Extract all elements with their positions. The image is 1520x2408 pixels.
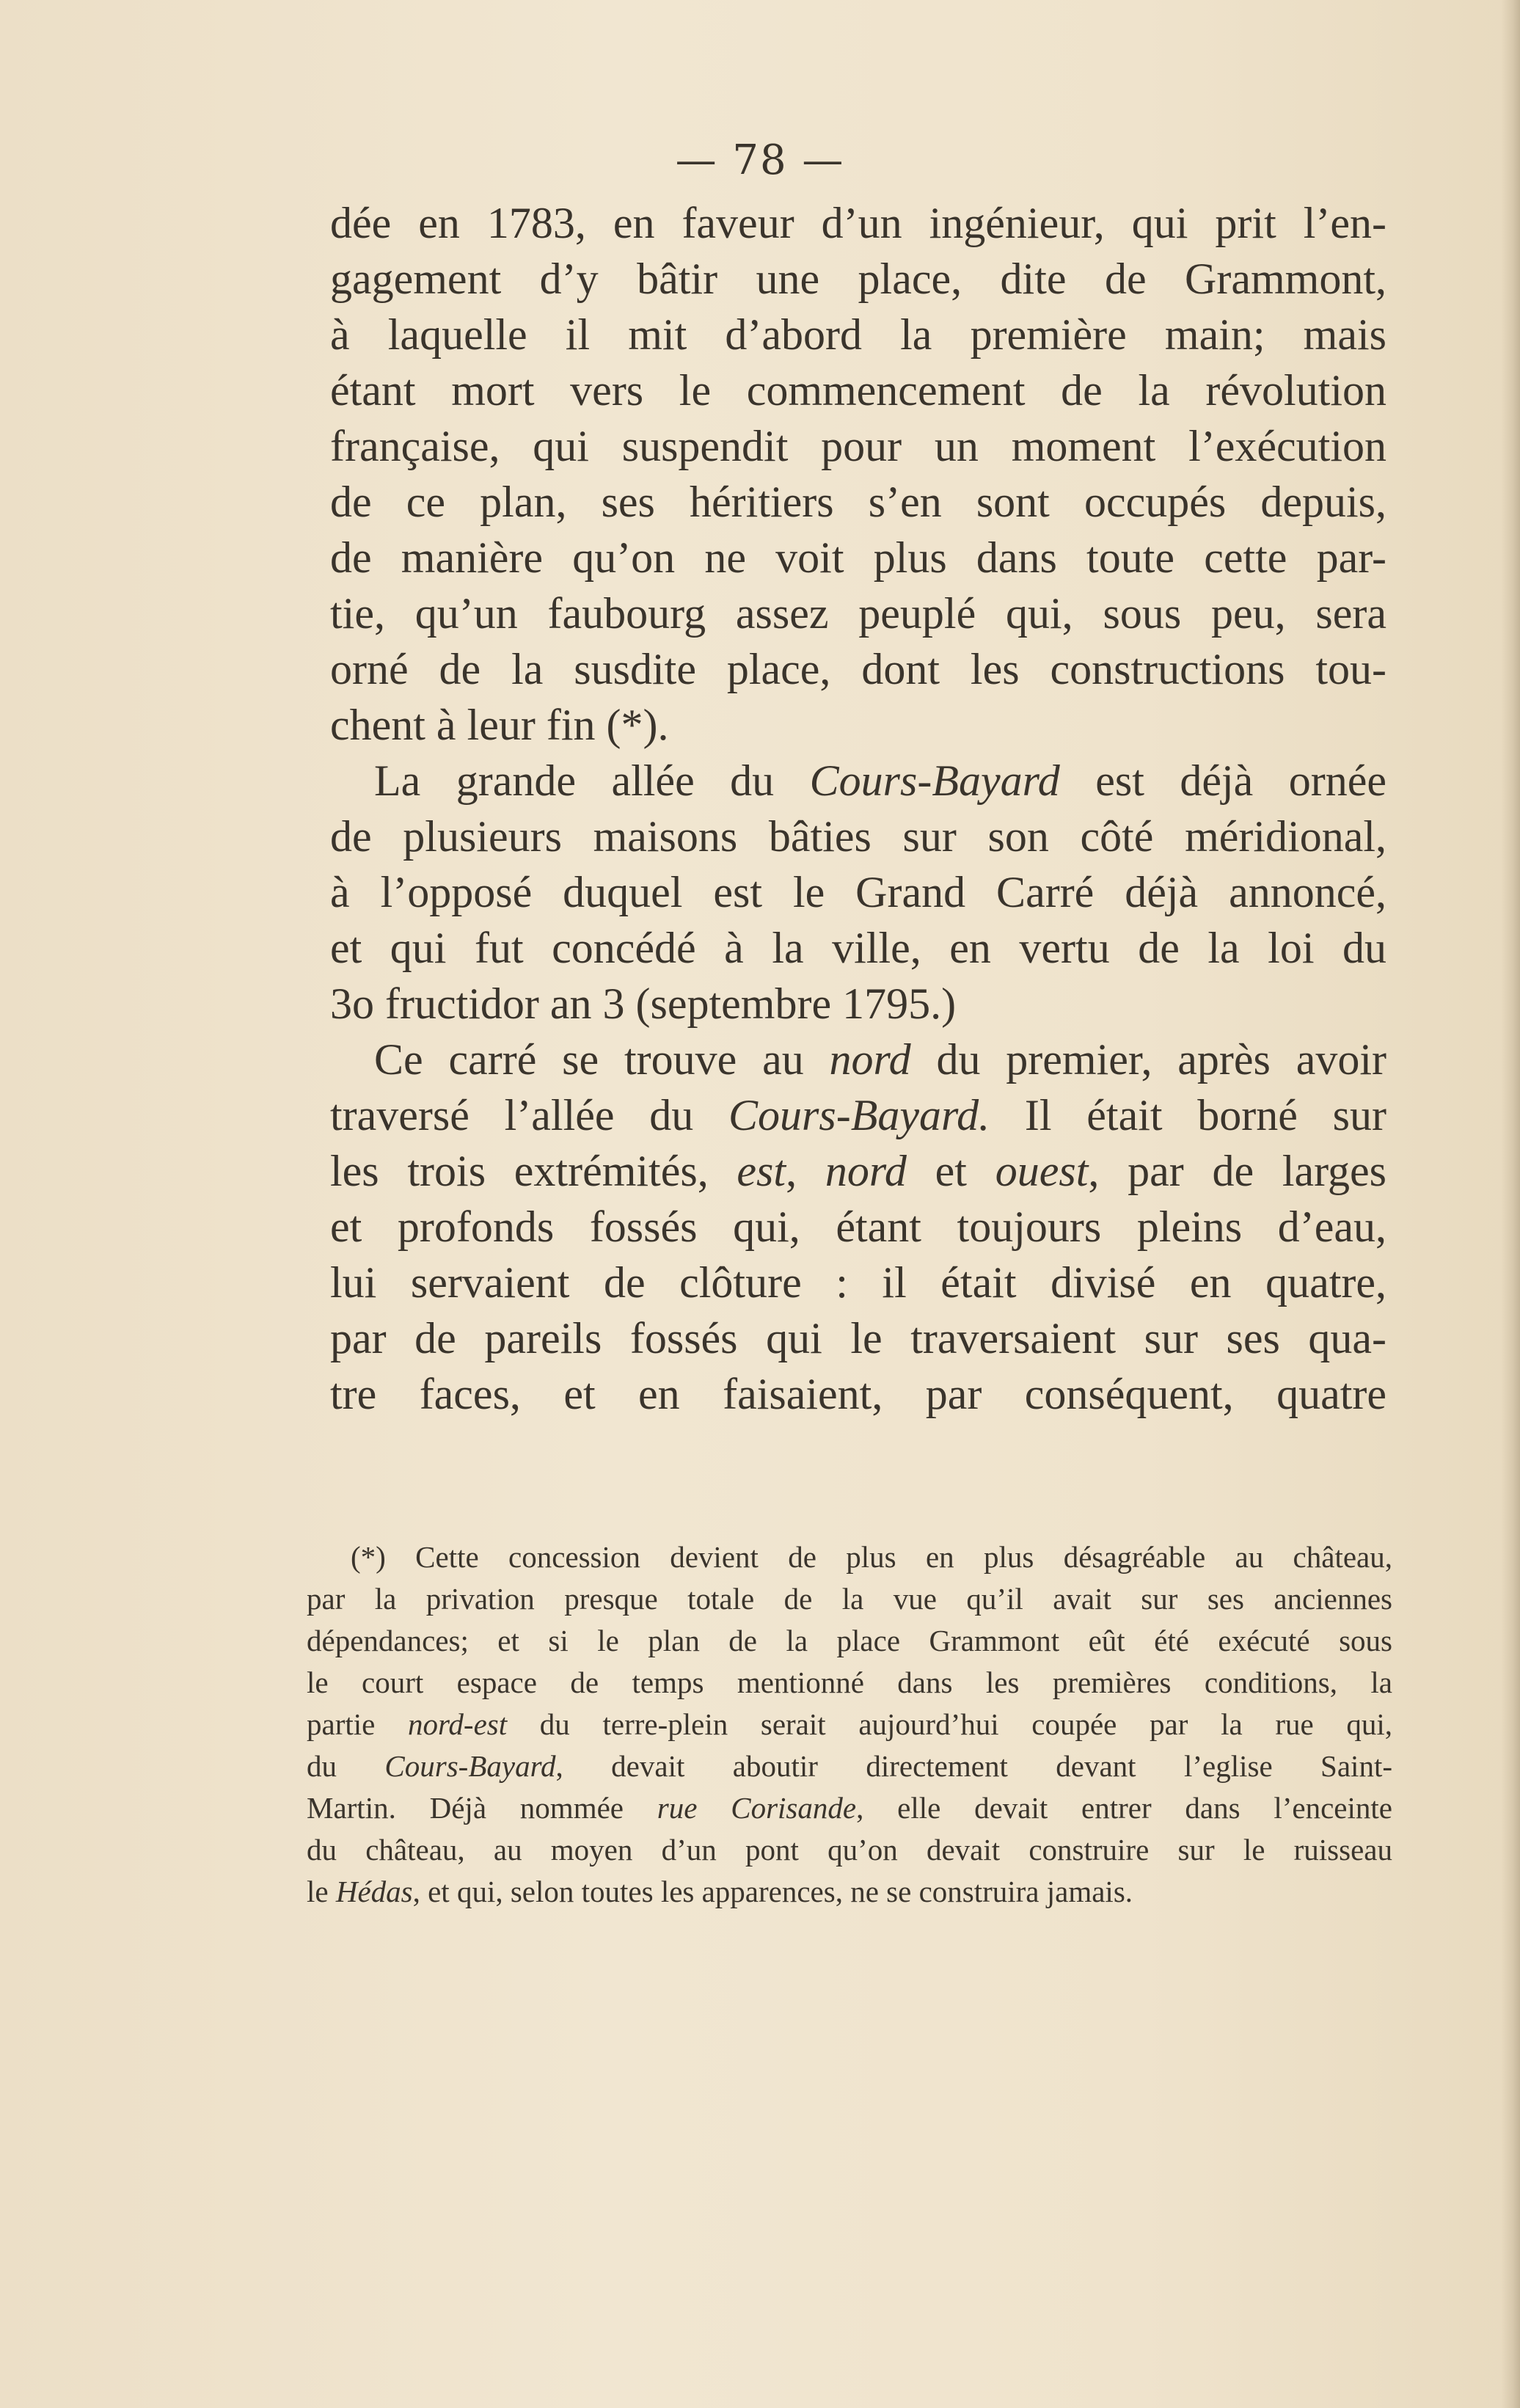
main-text bbox=[330, 195, 1386, 1422]
text-line: de plusieurs maisons bâties sur son côté méridional, bbox=[330, 812, 1386, 861]
text-run: du premier, après avoir bbox=[910, 1035, 1386, 1084]
text-line: orné de la susdite place, dont les constructions tou- bbox=[330, 645, 1386, 693]
text-line: à l’opposé duquel est le Grand Carré déjà annoncé, bbox=[330, 868, 1386, 916]
text-line: de ce plan, ses héritiers s’en sont occupés depuis, bbox=[330, 478, 1386, 526]
text-line: tre faces, et en faisaient, par conséquent, quatre bbox=[330, 1370, 1386, 1418]
footnote-line: par la privation presque totale de la vue qu’il avait sur ses anciennes bbox=[307, 1582, 1392, 1616]
text-run-italic: est bbox=[737, 1147, 786, 1195]
text-run-italic: ouest bbox=[995, 1147, 1089, 1195]
text-line bbox=[330, 1032, 1386, 1087]
text-run: , bbox=[786, 1147, 825, 1195]
footnote-run-italic: Hédas bbox=[335, 1875, 413, 1908]
footnote bbox=[307, 1536, 1392, 1913]
text-run-italic: nord bbox=[825, 1147, 907, 1195]
footnote-run-italic: Cours-Bayard bbox=[384, 1749, 556, 1783]
text-run: est déjà ornée bbox=[1059, 756, 1386, 805]
text-run-italic: nord bbox=[829, 1035, 911, 1084]
text-run: et bbox=[906, 1147, 995, 1195]
footnote-line bbox=[307, 1871, 1392, 1913]
text-line: 3o fructidor an 3 (septembre 1795.) bbox=[330, 979, 957, 1028]
footnote-line: (*) Cette concession devient de plus en plus désagréable au château, bbox=[351, 1540, 1392, 1574]
text-run-italic: Cours-Bayard. bbox=[728, 1091, 990, 1139]
footnote-run: , et qui, selon toutes les apparences, ne se construira jamais. bbox=[412, 1875, 1133, 1908]
text-line: dée en 1783, en faveur d’un ingénieur, qui prit l’en- bbox=[330, 199, 1386, 247]
text-line: tie, qu’un faubourg assez peuplé qui, sous peu, sera bbox=[330, 589, 1386, 638]
footnote-run: du terre-plein serait aujourd’hui coupée par la rue qui, bbox=[507, 1707, 1392, 1741]
text-line: gagement d’y bâtir une place, dite de Grammont, bbox=[330, 255, 1386, 303]
footnote-run-italic: nord-est bbox=[408, 1707, 508, 1741]
text-run: traversé l’allée du bbox=[330, 1091, 729, 1139]
text-line: étant mort vers le commencement de la révolution bbox=[330, 366, 1386, 415]
text-run-italic: Cours-Bayard bbox=[809, 756, 1060, 805]
page-edge-shadow bbox=[1501, 0, 1520, 2408]
text-line: lui servaient de clôture : il était divisé en quatre, bbox=[330, 1258, 1386, 1307]
footnote-run: le bbox=[307, 1875, 336, 1908]
text-line bbox=[330, 1087, 1386, 1143]
text-run: Ce carré se trouve au bbox=[374, 1035, 830, 1084]
text-line: par de pareils fossés qui le traversaient sur ses qua- bbox=[330, 1314, 1386, 1362]
footnote-run: partie bbox=[307, 1707, 408, 1741]
text-run: les trois extrémités, bbox=[330, 1147, 737, 1195]
footnote-run: , elle devait entrer dans l’enceinte bbox=[856, 1791, 1392, 1825]
text-line bbox=[330, 1143, 1386, 1199]
text-line: chent à leur fin (*). bbox=[330, 701, 669, 749]
footnote-line: le court espace de temps mentionné dans les premières conditions, la bbox=[307, 1665, 1392, 1699]
text-line: et profonds fossés qui, étant toujours pleins d’eau, bbox=[330, 1203, 1386, 1251]
page-number: — 78 — bbox=[675, 136, 845, 184]
footnote-line: du château, au moyen d’un pont qu’on devait construire sur le ruisseau bbox=[307, 1833, 1392, 1867]
footnote-run: Martin. Déjà nommée bbox=[307, 1791, 657, 1825]
footnote-line bbox=[307, 1787, 1392, 1829]
footnote-run: du bbox=[307, 1749, 385, 1783]
text-run: , par de larges bbox=[1088, 1147, 1386, 1195]
footnote-run-italic: rue Corisande bbox=[657, 1791, 857, 1825]
footnote-run: , devait aboutir directement devant l’eglise Saint- bbox=[555, 1749, 1392, 1783]
text-run: Il était borné sur bbox=[990, 1091, 1386, 1139]
text-line: à laquelle il mit d’abord la première main; mais bbox=[330, 310, 1386, 359]
text-line: française, qui suspendit pour un moment l’exécution bbox=[330, 422, 1386, 470]
footnote-line: dépendances; et si le plan de la place Grammont eût été exécuté sous bbox=[307, 1624, 1392, 1657]
footnote-line bbox=[307, 1745, 1392, 1787]
text-line: et qui fut concédé à la ville, en vertu de la loi du bbox=[330, 924, 1386, 972]
text-line: de manière qu’on ne voit plus dans toute cette par- bbox=[330, 533, 1386, 582]
footnote-line bbox=[307, 1704, 1392, 1745]
text-run: La grande allée du bbox=[374, 756, 810, 805]
text-line bbox=[330, 753, 1386, 809]
